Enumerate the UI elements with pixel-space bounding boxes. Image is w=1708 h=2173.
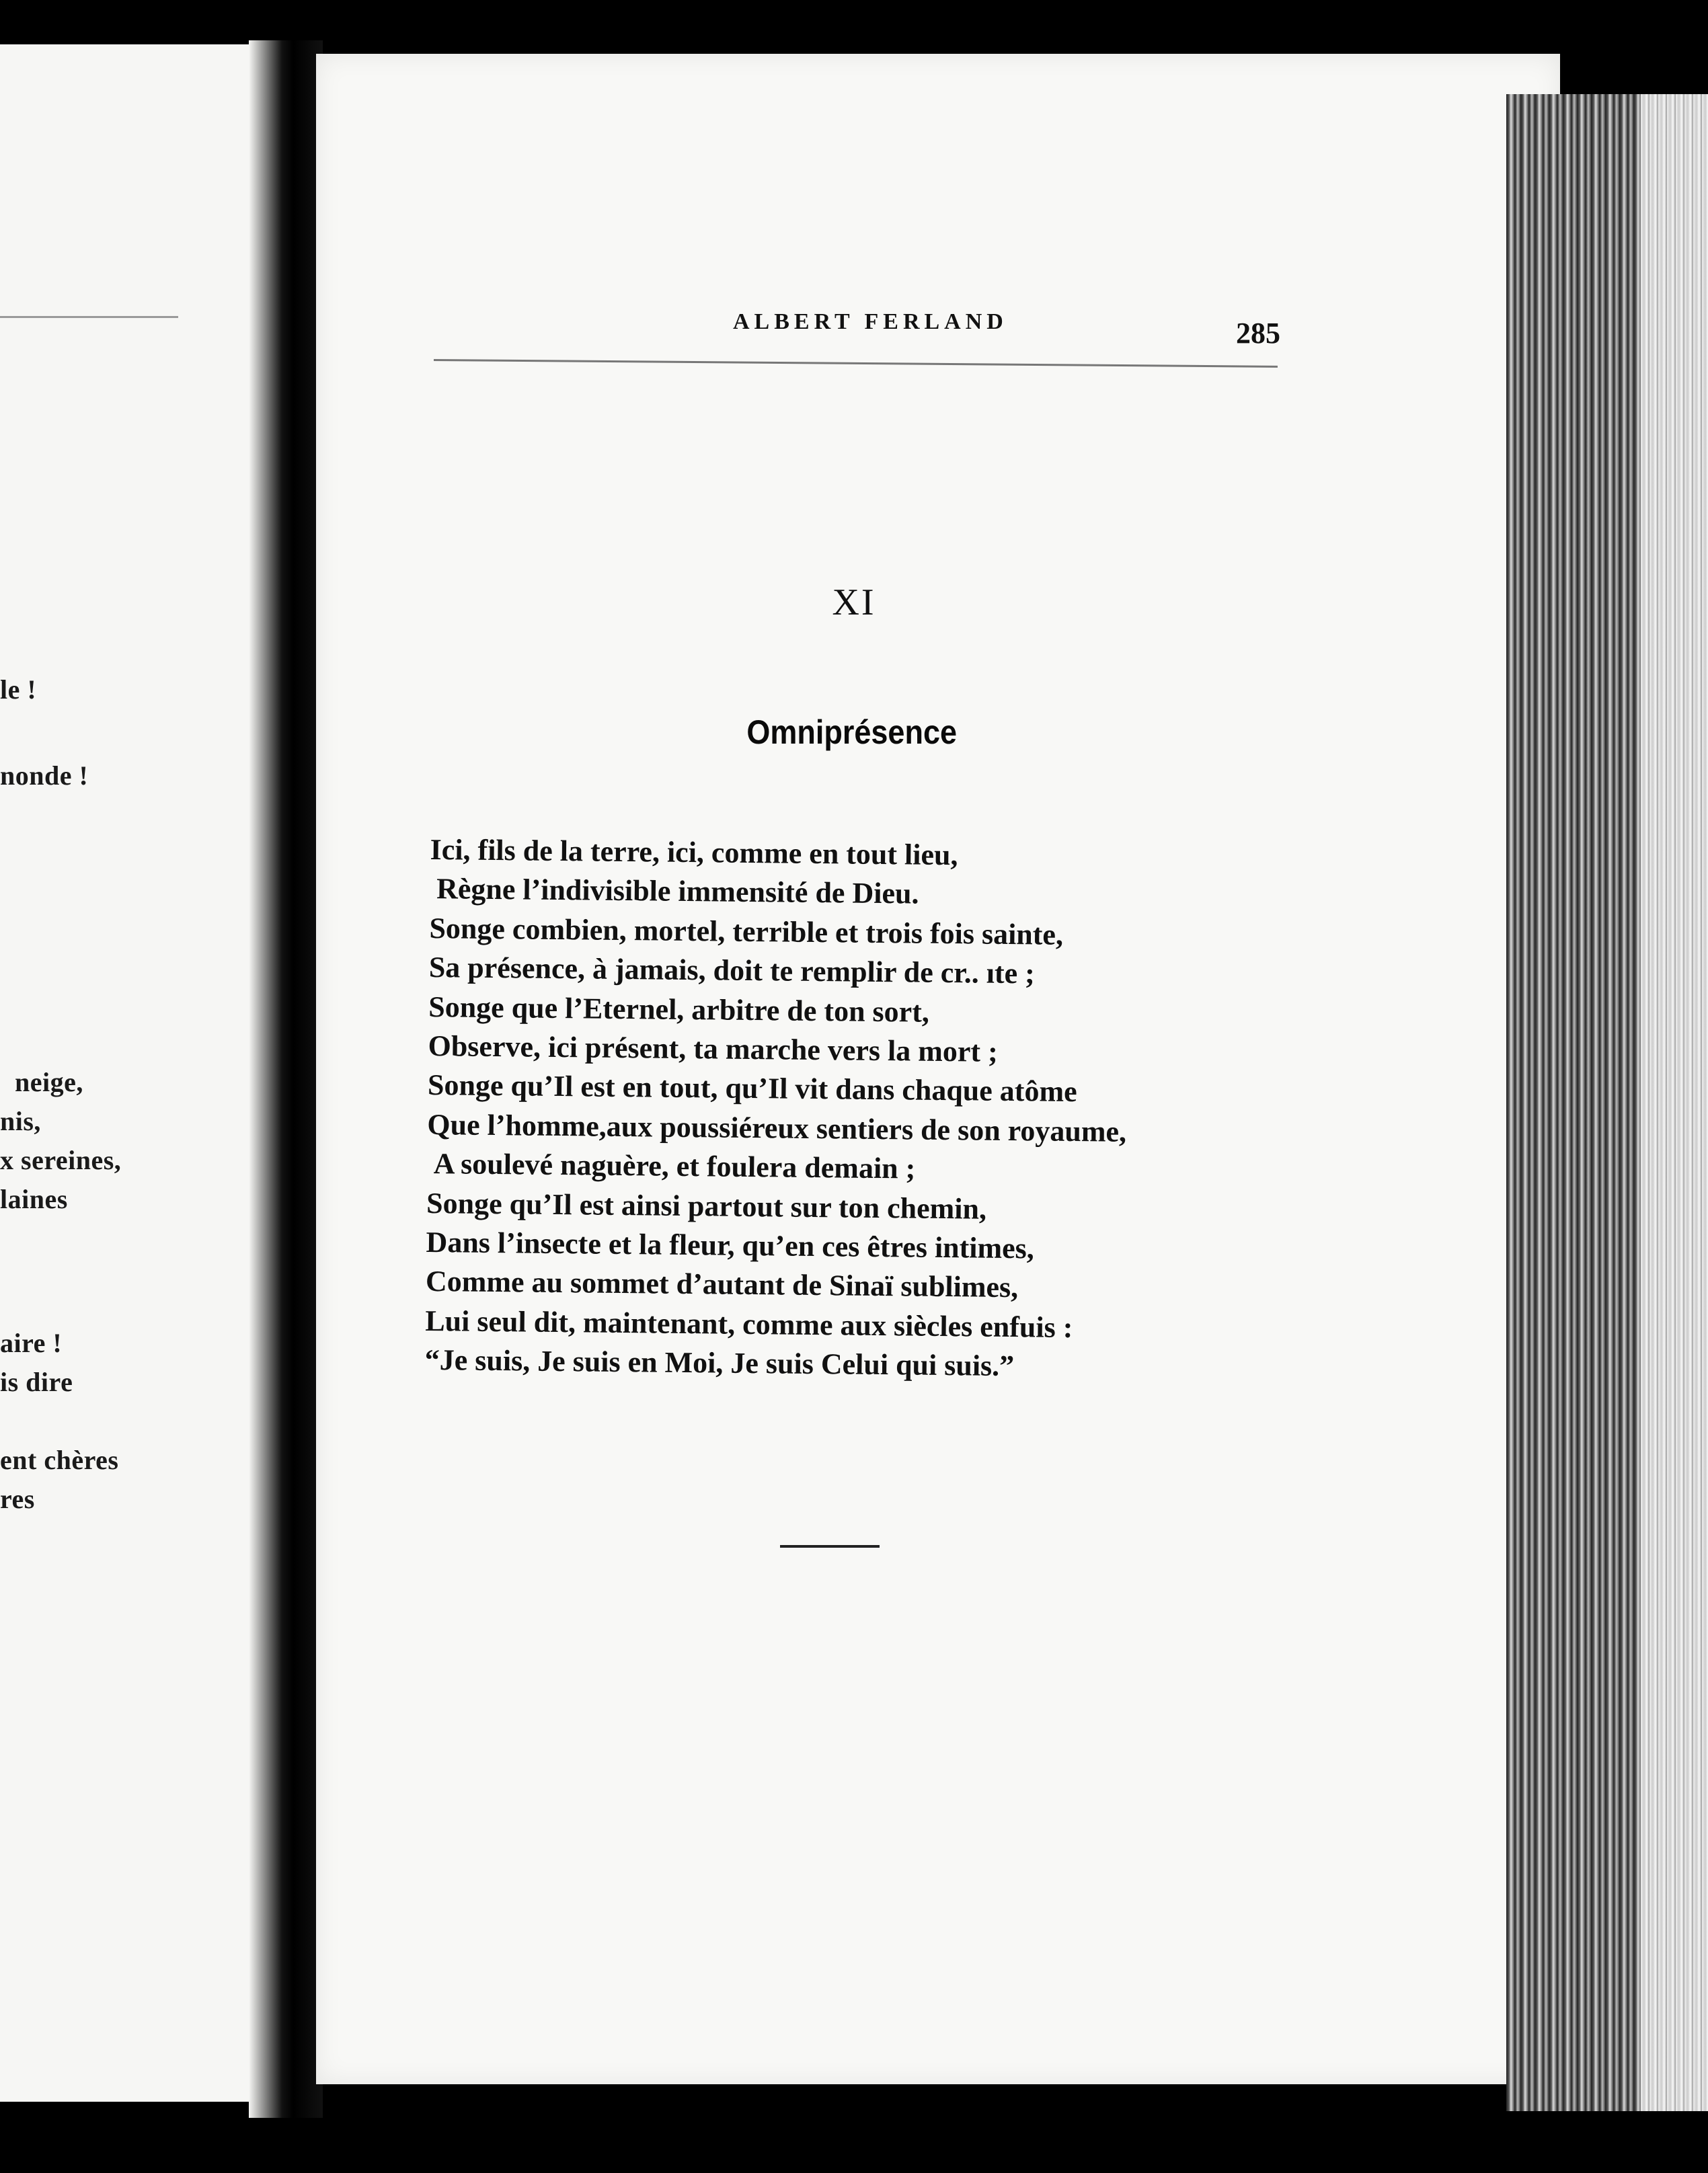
section-number-text: XI xyxy=(832,582,876,623)
facing-page-fragment: res xyxy=(0,1484,35,1514)
poem-title xyxy=(0,713,1708,752)
poem-line: Ici, fils de la terre, ici, comme en tout lieu, xyxy=(430,832,958,872)
page-edges-outer xyxy=(1641,94,1708,2111)
poem-line: “Je suis, Je suis en Moi, Je suis Celui qui suis.” xyxy=(424,1343,1015,1383)
poem-line: Songe qu’Il est ainsi partout sur ton chemin, xyxy=(426,1186,987,1226)
facing-page-fragment: nonde ! xyxy=(0,760,89,791)
facing-page-fragment: laines xyxy=(0,1184,68,1214)
facing-page-header-rule xyxy=(0,316,178,318)
poem-line: Sa présence, à jamais, doit te remplir de cr.. ıte ; xyxy=(428,951,1036,990)
poem-title-text: Omniprésence xyxy=(746,713,958,751)
poem-line: Songe qu’Il est en tout, qu’Il vit dans chaque atôme xyxy=(427,1068,1077,1109)
poem-line: Songe combien, mortel, terrible et trois fois sainte, xyxy=(429,911,1064,951)
facing-page-fragment: ent chères xyxy=(0,1445,119,1475)
facing-page-fragment: x sereines, xyxy=(0,1145,122,1175)
section-number xyxy=(0,581,1708,624)
poem-line: A soulevé naguère, et foulera demain ; xyxy=(433,1147,916,1185)
facing-page-fragment: neige, xyxy=(15,1067,83,1097)
facing-page-fragment: aire ! xyxy=(0,1328,63,1358)
poem-line: Lui seul dit, maintenant, comme aux siècles enfuis : xyxy=(425,1304,1073,1344)
poem-line: Songe que l’Eternel, arbitre de ton sort, xyxy=(428,990,930,1029)
running-head: ALBERT FERLAND xyxy=(733,309,1008,334)
poem-body xyxy=(424,830,1304,1389)
poem-line: Règne l’indivisible immensité de Dieu. xyxy=(436,872,919,911)
poem-line: Observe, ici présent, ta marche vers la mort ; xyxy=(428,1029,999,1068)
poem-line: Comme au sommet d’autant de Sinaï sublimes, xyxy=(425,1265,1019,1304)
book-gutter xyxy=(249,40,323,2118)
end-ornament-rule xyxy=(780,1545,880,1548)
facing-page-fragment: nis, xyxy=(0,1106,41,1136)
facing-page-fragment: le ! xyxy=(0,674,37,705)
poem-line: Que l’homme,aux poussiéreux sentiers de son royaume, xyxy=(427,1107,1127,1148)
page-number: 285 xyxy=(1236,317,1280,350)
facing-page-fragment: is dire xyxy=(0,1367,73,1397)
poem-line: Dans l’insecte et la fleur, qu’en ces êtres intimes, xyxy=(426,1226,1035,1265)
